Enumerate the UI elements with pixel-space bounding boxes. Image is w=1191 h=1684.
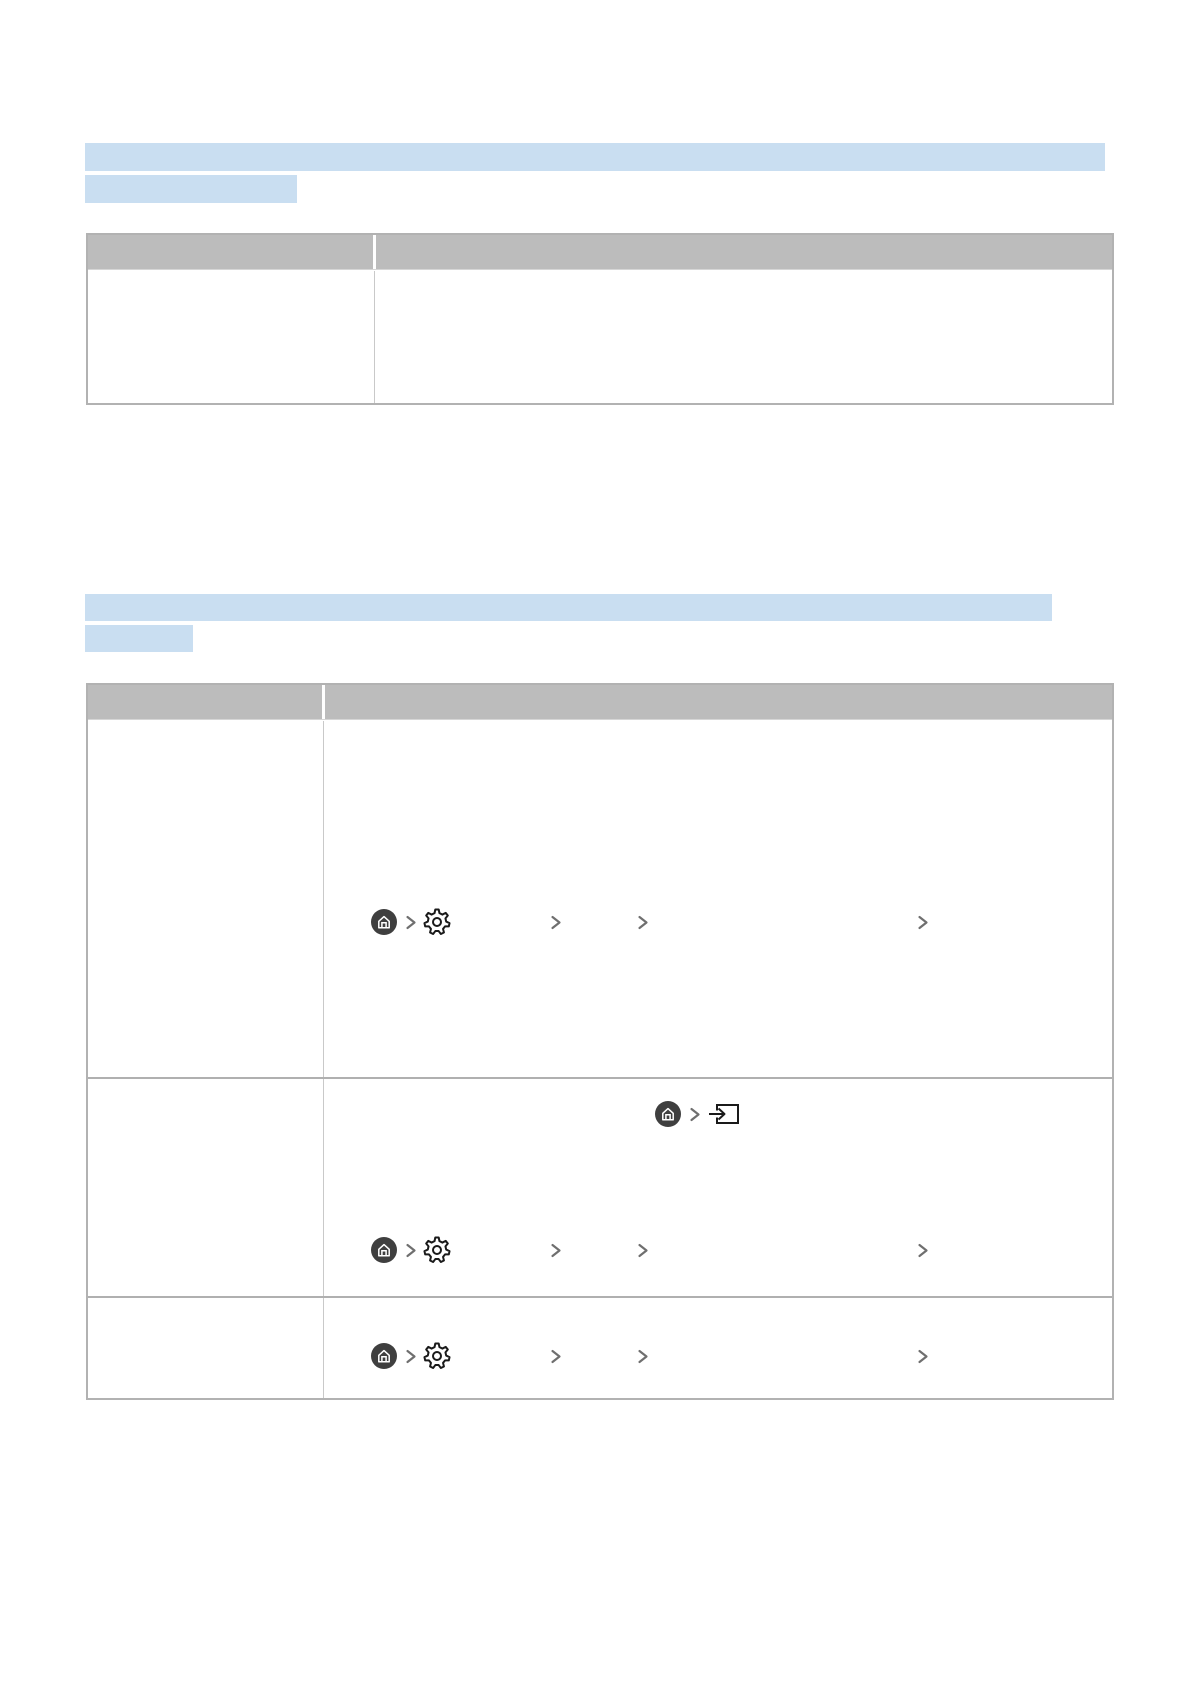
hidden-label-space (451, 1250, 550, 1251)
table-header-cell (88, 235, 373, 269)
troubleshooting-table-1 (86, 233, 1114, 405)
chevron-right-icon (550, 1349, 562, 1364)
table-header-cell (376, 235, 1112, 269)
hidden-label-space (649, 1356, 917, 1357)
menu-path-line (371, 908, 929, 936)
hidden-label-space (562, 1250, 637, 1251)
hidden-label-space (562, 1356, 637, 1357)
troubleshooting-table-2 (86, 683, 1114, 1400)
table-header-row (88, 685, 1112, 720)
hidden-label-space (681, 1114, 689, 1115)
heading-highlight-bar (85, 175, 297, 203)
chevron-right-icon (550, 915, 562, 930)
hidden-label-space (649, 922, 917, 923)
heading-highlight-bar (85, 143, 1105, 171)
table-header-cell (325, 685, 1112, 719)
hidden-label-space (701, 1114, 708, 1115)
settings-gear-icon (423, 1342, 451, 1370)
chevron-right-icon (917, 915, 929, 930)
chevron-right-icon (689, 1107, 701, 1122)
header-divider-gap (373, 235, 376, 269)
header-divider-gap (322, 685, 325, 719)
row-divider (88, 1077, 1112, 1079)
settings-gear-icon (423, 908, 451, 936)
hidden-label-space (397, 1356, 405, 1357)
chevron-right-icon (917, 1243, 929, 1258)
chevron-right-icon (637, 915, 649, 930)
source-input-icon (708, 1102, 740, 1126)
menu-path-line (655, 1100, 740, 1128)
menu-path-line (371, 1236, 929, 1264)
menu-path-line (371, 1342, 929, 1370)
home-icon (371, 909, 397, 935)
chevron-right-icon (405, 1243, 417, 1258)
heading-highlight-bar (85, 594, 1052, 621)
chevron-right-icon (637, 1243, 649, 1258)
hidden-label-space (649, 1250, 917, 1251)
hidden-label-space (562, 922, 637, 923)
chevron-right-icon (637, 1349, 649, 1364)
hidden-label-space (451, 1356, 550, 1357)
table-header-cell (88, 685, 322, 719)
hidden-label-space (397, 1250, 405, 1251)
hidden-label-space (451, 922, 550, 923)
table-header-row (88, 235, 1112, 270)
chevron-right-icon (550, 1243, 562, 1258)
home-icon (371, 1237, 397, 1263)
chevron-right-icon (917, 1349, 929, 1364)
chevron-right-icon (405, 915, 417, 930)
heading-highlight-bar (85, 625, 193, 652)
hidden-label-space (397, 922, 405, 923)
column-divider (374, 271, 375, 403)
chevron-right-icon (405, 1349, 417, 1364)
settings-gear-icon (423, 1236, 451, 1264)
home-icon (655, 1101, 681, 1127)
row-divider (88, 1296, 1112, 1298)
home-icon (371, 1343, 397, 1369)
